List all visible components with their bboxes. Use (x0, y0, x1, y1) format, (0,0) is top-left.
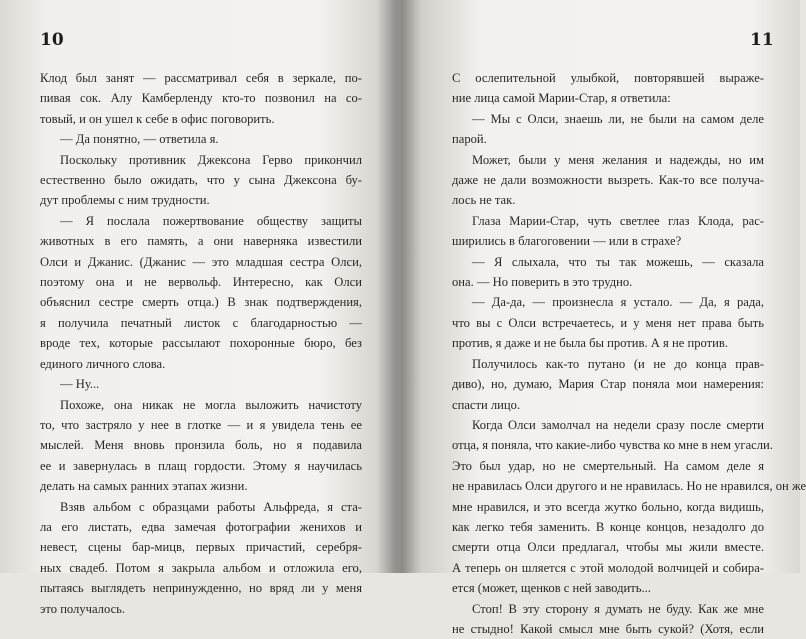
text-line: мне нравился, и это всегда жутко больно, когда видишь, (452, 499, 764, 514)
text-line: — Да-да, — произнесла я устало. — Да, я рада, (472, 295, 764, 310)
text-line: пивая сок. Алу Камберленду кто-то позвонил на со- (40, 91, 362, 106)
text-line: дут проблемы с ним трудности. (40, 193, 210, 208)
text-line: то, что застряло у нее в глотке — и я увидела тень ее (40, 417, 362, 432)
text-line: Глаза Марии-Стар, чуть светлее глаз Клода, рас- (472, 213, 764, 228)
text-line: пытаясь выглядеть непринужденно, но вряд ли у меня (40, 581, 362, 596)
right-page-text (452, 68, 806, 639)
text-line: единого личного слова. (40, 356, 166, 371)
text-line: Взяв альбом с образцами работы Альфреда, я ста- (60, 499, 362, 514)
text-line: невест, сцены бар-мицв, первых причастий, серебря- (40, 540, 362, 555)
text-line: ла его листать, едва замечая фотографии женихов и (40, 519, 362, 534)
text-line: Это был удар, но не смертельный. На самом деле я (452, 458, 764, 473)
text-line: поэтому она и не вервольф. Интересно, как Олси (40, 275, 362, 290)
text-line: Когда Олси замолчал на недели сразу после смерти (472, 417, 764, 432)
text-line: Похоже, она никак не могла выложить начистоту (60, 397, 362, 412)
right-page-number: 11 (750, 30, 774, 50)
text-line: животных в его память, а они наверняка известили (40, 234, 362, 249)
text-line: я получила печатный листок с благодарностью — (40, 315, 362, 330)
text-line: отца, я поняла, что какие-либо чувства ко мне в нем угасли. (452, 438, 773, 453)
text-line: это получалось. (40, 601, 126, 616)
text-line: что вы с Олси встречаетесь, и у меня нет права быть (452, 315, 764, 330)
left-page-text (40, 68, 362, 619)
text-line: ных свадеб. Потом я закрыла альбом и отложила его, (40, 560, 362, 575)
text-line: — Да понятно, — ответила я. (60, 132, 219, 147)
text-line: ется (может, щенков с ней заводить... (452, 581, 651, 596)
text-line: — Я слыхала, что ты так можешь, — сказала (472, 254, 764, 269)
text-line: смерти отца Олси предлагал, чтобы мы жили вместе. (452, 540, 764, 555)
text-line: делать на самых ранних этапах жизни. (40, 479, 248, 494)
text-line: объяснил сестре смерть отца.) В знак подтверждения, (40, 295, 362, 310)
book-gutter (378, 0, 422, 573)
text-line: парой. (452, 132, 487, 147)
text-line: Олси и Джанис. (Джанис — это младшая сестра Олси, (40, 254, 362, 269)
text-line: Поскольку противник Джексона Герво прикончил (60, 152, 362, 167)
text-line: Получилось как-то путано (и не до конца прав- (472, 356, 764, 371)
text-line: ние лица самой Марии-Стар, я ответила: (452, 91, 671, 106)
text-line: А теперь он шляется с этой молодой волчицей и собира- (452, 560, 764, 575)
text-line: как легко тебя заменить. В конце концов, незадолго до (452, 519, 764, 534)
text-line: против, я даже и не была бы против. А я не против. (452, 336, 728, 351)
text-line: ширились в благоговении — или в страхе? (452, 234, 682, 249)
text-line: даже не дали возможности вызреть. Как-то все получа- (452, 173, 764, 188)
left-page-number: 10 (40, 30, 64, 50)
text-line: Клод был занят — рассматривал себя в зеркале, по- (40, 71, 362, 85)
text-line: лось не так. (452, 193, 516, 208)
text-line: — Ну... (60, 377, 100, 392)
text-line: товый, и он ушел к себе в офис поговорить. (40, 111, 275, 126)
text-line: мыслей. Меня вновь пронзила боль, но я подавила (40, 438, 362, 453)
text-line: диво), но, думаю, Мария Стар поняла мои намерения: (452, 377, 764, 392)
text-line: естественно было ожидать, что у сына Джексона бу- (40, 173, 362, 188)
text-line: она. — Но поверить в это трудно. (452, 275, 633, 290)
text-line: С ослепительной улыбкой, повторявшей выраже- (452, 71, 764, 85)
text-line: — Я послала пожертвование обществу защиты (60, 213, 362, 228)
text-line: Стоп! В эту сторону я думать не буду. Как же мне (472, 601, 764, 616)
text-line: — Мы с Олси, знаешь ли, не были на самом деле (472, 111, 764, 126)
text-line: спасти лицо. (452, 397, 521, 412)
text-line: не нравилась Олси другого и не нравилась. Но не нравился, он же (452, 479, 806, 494)
text-line: ее и завернулась в плащ гордости. Этому я научилась (40, 458, 362, 473)
text-line: не стыдно! Какой смысл мне быть сукой? (Хотя, если (452, 621, 764, 636)
text-line: вроде тех, которые рассылают похоронные бюро, без (40, 336, 362, 351)
text-line: Может, были у меня желания и надежды, но им (472, 152, 764, 167)
